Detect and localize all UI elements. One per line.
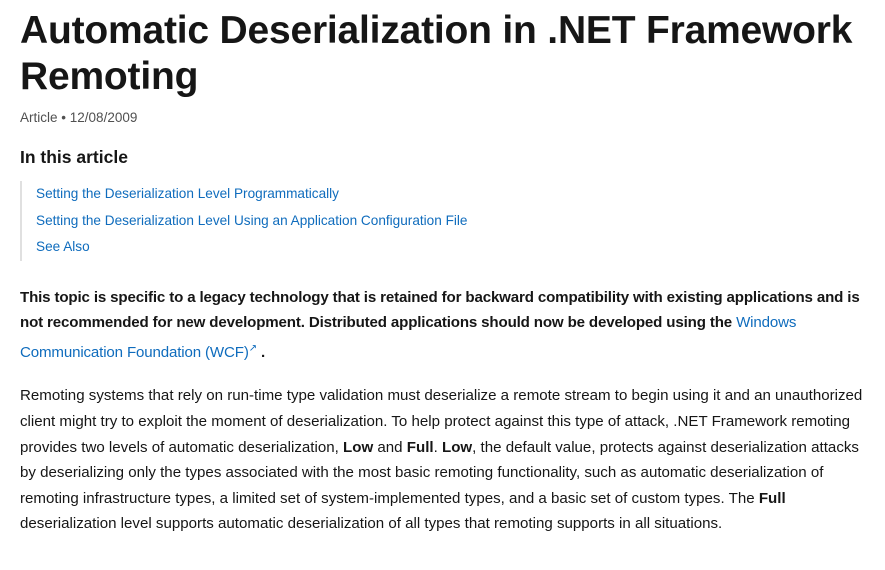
notice-text: This topic is specific to a legacy technology that is retained for backward compatibility with existing applications and is not recommended for new development. Distributed applications should now be developed using the bbox=[20, 288, 860, 332]
body-text: Remoting systems that rely on run-time type validation must deserialize a remote stream to begin using it and an unauthorized client might try to exploit the moment of deserialization. To help protect against this type of attack, .NET Framework remoting provides two levels of automatic deserialization, bbox=[20, 387, 863, 456]
wcf-link-label: Windows Communication Foundation (WCF) bbox=[20, 314, 797, 361]
toc-link-programmatically[interactable]: Setting the Deserialization Level Programmatically bbox=[36, 186, 339, 201]
page-title: Automatic Deserialization in .NET Framework Remoting bbox=[20, 9, 853, 98]
intro-paragraph bbox=[20, 383, 870, 537]
article-type: Article bbox=[20, 110, 58, 125]
article bbox=[20, 8, 870, 537]
legacy-notice bbox=[20, 285, 870, 366]
external-link-icon: ↗ bbox=[248, 342, 257, 354]
body-text: and bbox=[373, 438, 407, 456]
body-text: deserialization level supports automatic deserialization of all types that remoting supports in all situations. bbox=[20, 515, 723, 533]
toc-heading: In this article bbox=[20, 147, 128, 167]
term-low: Low bbox=[343, 438, 374, 456]
toc-link-config-file[interactable]: Setting the Deserialization Level Using an Application Configuration File bbox=[36, 212, 468, 228]
body-text: , the default value, protects against deserialization attacks by deserializing only the types associated with the most basic remoting functionality, such as automatic deserialization of remoting infrastructure types, a limited set of system-implemented types, and a basic set of custom types. The bbox=[20, 438, 859, 507]
article-date: 12/08/2009 bbox=[69, 110, 138, 125]
term-low: Low bbox=[441, 438, 473, 456]
notice-end: . bbox=[260, 343, 266, 361]
toc-link-see-also[interactable]: See Also bbox=[36, 239, 90, 254]
article-meta bbox=[20, 108, 870, 128]
table-of-contents bbox=[20, 181, 870, 261]
term-full: Full bbox=[758, 489, 786, 507]
term-full: Full bbox=[406, 438, 434, 456]
body-text: . bbox=[433, 438, 442, 456]
meta-separator: • bbox=[61, 110, 67, 125]
